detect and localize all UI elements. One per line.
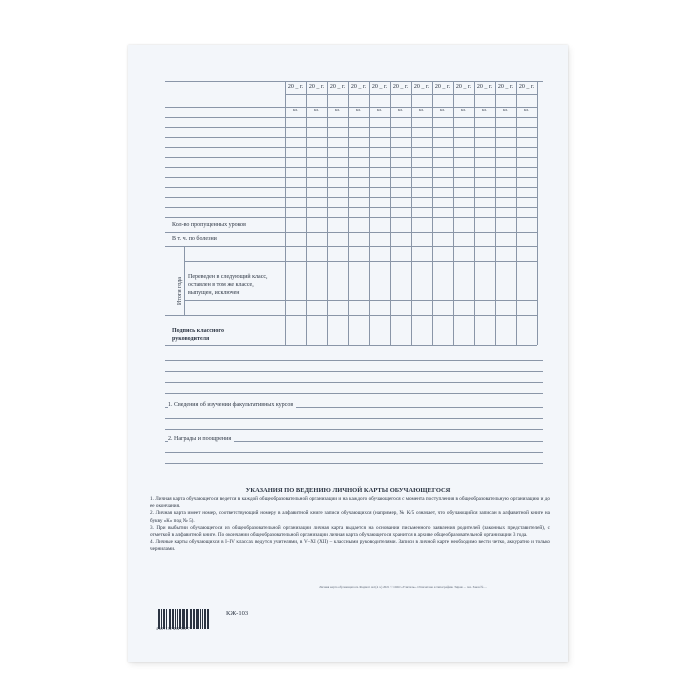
form-sheet [128,45,568,662]
product-code: КЖ-103 [226,610,249,617]
results-block-divider [184,246,185,315]
column-divider [390,81,391,345]
year-header: 20 _ г. [518,84,535,90]
year-results-label: Итоги года [177,277,183,305]
table-row-line [165,345,537,346]
ruled-line [165,393,543,394]
year-header: 20 _ г. [455,84,472,90]
class-header: кл. [335,107,340,112]
column-divider [474,81,475,345]
barcode-bar [166,609,168,629]
class-header: кл. [524,107,529,112]
barcode [158,605,210,629]
ruled-line [165,371,543,372]
barcode-bar [184,609,185,629]
year-header: 20 _ г. [497,84,514,90]
table-row-line [184,300,537,301]
instruction-3: 3. При выбытии обучающегося из общеобразовательной организации личная карта выдается на основании письменного заявления родителей (законных представителей), с отметкой в алфавитной книге. По окончании общеобразовательной организации личная карта обучающегося хранится в архиве общеобразовательной организации 3 года. [150,524,550,539]
table-row-line [165,197,537,198]
year-header: 20 _ г. [413,84,430,90]
table-row-line [165,167,537,168]
ruled-line [165,382,543,383]
barcode-bar [173,609,174,629]
barcode-bar [163,609,164,629]
barcode-bar [208,609,209,629]
class-header: кл. [293,107,298,112]
barcode-bar [170,609,171,629]
column-divider [285,81,286,345]
table-row-line [165,127,537,128]
promotion-label-3: выпущен, исключен [188,290,240,296]
column-divider [411,81,412,345]
ruled-line [165,463,543,464]
class-header: кл. [482,107,487,112]
instructions-body [150,496,550,554]
table-row-line [165,137,537,138]
barcode-bar [194,609,195,629]
electives-label: 1. Сведения об изучении факультативных курсов [168,402,296,408]
promotion-label-2: оставлен в том же классе, [188,282,254,288]
barcode-bar [177,609,178,629]
column-divider [537,81,538,345]
year-header: 20 _ г. [392,84,409,90]
column-divider [306,81,307,345]
column-divider [432,81,433,345]
year-header: 20 _ г. [350,84,367,90]
column-divider [516,81,517,345]
year-header: 20 _ г. [308,84,325,90]
promotion-label-1: Переведен в следующий класс, [188,274,268,280]
column-divider [453,81,454,345]
barcode-bar [198,609,199,629]
due-illness-label: В т. ч. по болезни [172,236,217,242]
year-header: 20 _ г. [434,84,451,90]
table-row-line [165,177,537,178]
instruction-1: 1. Личная карта обучающегося ведется в каждой общеобразовательной организации и на каждого обучающегося с момента поступления в общеобразовательную организацию и до ее окончания. [150,496,550,510]
imprint-text: Личная карта обучающегося. Формат А4 (4 л.) 2021 © ООО «Учитель». Отпечатано в типографии. Тираж ... экз. Заказ № ... [319,585,487,589]
instruction-4: 4. Личные карты обучающихся в I–IV классах ведутся учителями, в V–XI (XII) – классными руководителями. Записи в личной карте необходимо вести четко, аккуратно и только чернилами. [150,539,550,553]
table-row-line [165,147,537,148]
class-header: кл. [419,107,424,112]
barcode-bar [202,609,203,629]
class-header: кл. [398,107,403,112]
table-row-line [165,207,537,208]
instruction-2: 2. Личная карта имеет номер, соответствующий номеру в алфавитной книге записи обучающихся (например, № К/5 означает, что обучающийся записан в алфавитной книге на букву «К» под № 5). [150,510,550,524]
barcode-bar [187,609,188,629]
table-row-line [165,246,537,247]
barcode-bar [180,609,181,629]
column-divider [327,81,328,345]
table-row-line [165,315,537,316]
year-header: 20 _ г. [371,84,388,90]
barcode-number: 4 607132 494 051 7 [156,627,191,631]
ruled-line [165,418,543,419]
year-header: 20 _ г. [329,84,346,90]
barcode-bar [205,609,206,629]
table-row-line [165,117,537,118]
barcode-bar [191,609,192,629]
column-divider [495,81,496,345]
teacher-signature-label-1: Подпись классного [172,328,224,334]
table-row-line [165,232,537,233]
column-divider [369,81,370,345]
class-header: кл. [377,107,382,112]
missed-lessons-label: Кол-во пропущенных уроков [172,222,247,228]
class-header: кл. [356,107,361,112]
ruled-line [165,452,543,453]
class-header: кл. [461,107,466,112]
table-row-line [165,217,537,218]
class-header: кл. [314,107,319,112]
teacher-signature-label-2: руководителя [172,336,210,342]
class-header: кл. [440,107,445,112]
awards-label: 2. Награды и поощрения [168,436,234,442]
class-header: кл. [503,107,508,112]
header-separator [285,94,537,95]
barcode-bar [159,609,160,629]
year-header: 20 _ г. [476,84,493,90]
form-top-line [165,81,543,82]
table-row-line [165,187,537,188]
table-row-line [165,107,537,108]
table-row-line [165,157,537,158]
table-row-line [184,261,537,262]
year-header: 20 _ г. [287,84,304,90]
column-divider [348,81,349,345]
instructions-title: УКАЗАНИЯ ПО ВЕДЕНИЮ ЛИЧНОЙ КАРТЫ ОБУЧАЮЩЕГОСЯ [245,487,451,494]
ruled-line [165,429,543,430]
ruled-line [165,360,543,361]
